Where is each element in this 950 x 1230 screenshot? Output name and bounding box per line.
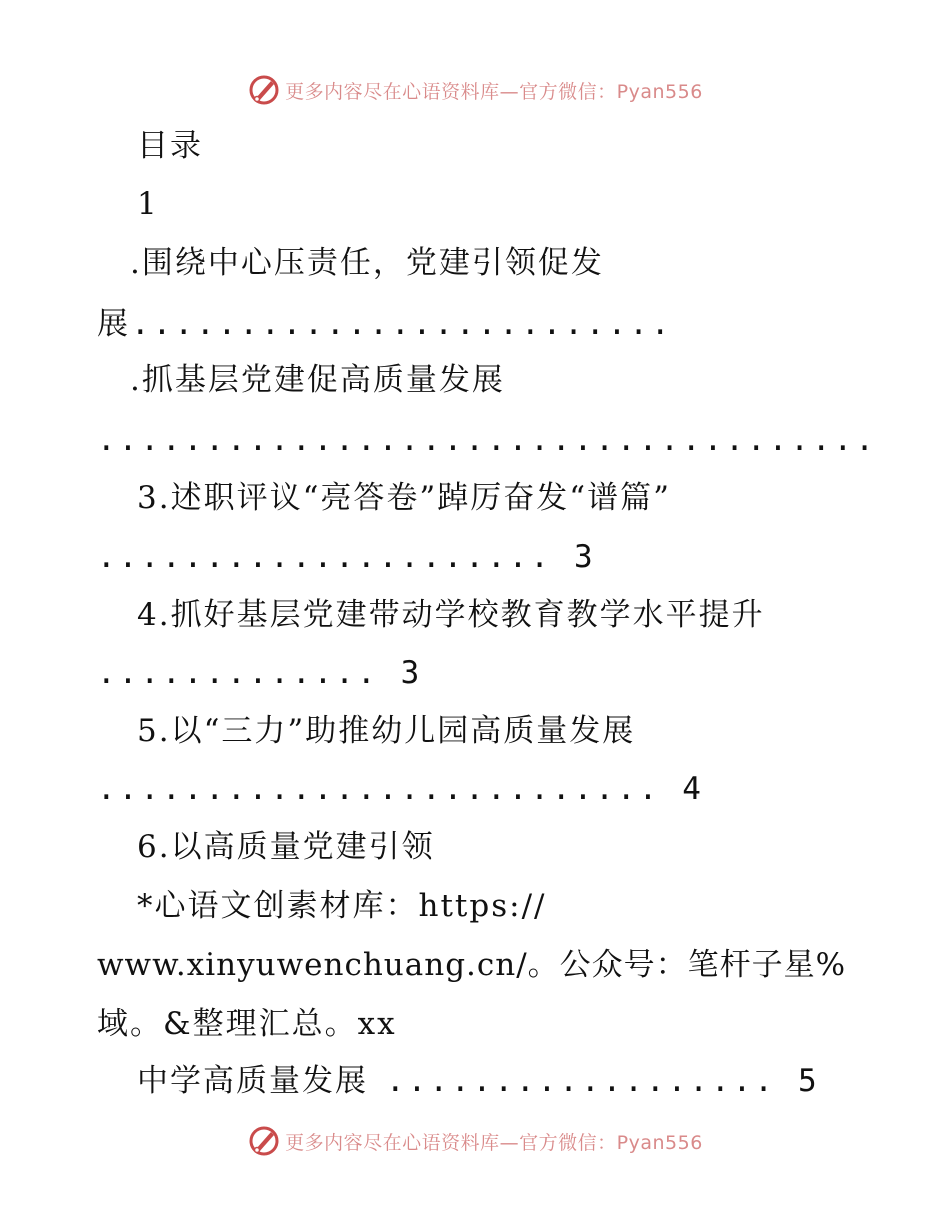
toc-item-6-page: 5	[797, 1063, 819, 1099]
toc-number-1: 1	[137, 186, 159, 222]
toc-item-4-dots: .............	[97, 655, 379, 691]
toc-item-6-line-2	[137, 1061, 819, 1101]
toc-item-4-leader	[97, 653, 421, 693]
toc-title: 目录	[137, 128, 203, 164]
watermark-text: 更多内容尽在心语资料库—官方微信：Pyan556	[285, 80, 703, 103]
toc-item-2-dots: ....................................	[97, 422, 877, 458]
toc-item-1-line-2: 展.........................	[97, 306, 673, 342]
toc-item-5-dots: ..........................	[97, 771, 661, 807]
pen-logo-icon	[247, 1124, 281, 1158]
toc-item-3-dots: .....................	[97, 539, 552, 575]
toc-item-3-leader	[97, 537, 595, 577]
toc-item-3-line-1: 3.述职评议“亮答卷”踔厉奋发“谱篇”	[137, 480, 671, 516]
pen-logo-icon	[247, 73, 281, 107]
toc-item-6-dots: ..................	[386, 1063, 776, 1099]
toc-item-6-title: 中学高质量发展	[137, 1063, 368, 1099]
toc-item-3-page: 3	[573, 539, 595, 575]
toc-item-5-line-1: 5.以“三力”助推幼儿园高质量发展	[137, 713, 636, 749]
header-watermark	[0, 70, 950, 110]
ad-line-2: www.xinyuwenchuang.cn/。公众号：笔杆子星%	[97, 947, 847, 983]
toc-item-6-line-1: 6.以高质量党建引领	[137, 829, 435, 865]
toc-item-4-page: 3	[400, 655, 422, 691]
ad-line-3: 域。&整理汇总。xx	[97, 1006, 397, 1042]
toc-item-5-leader	[97, 769, 703, 809]
watermark-text: 更多内容尽在心语资料库—官方微信：Pyan556	[285, 1131, 703, 1154]
toc-item-4-line-1: 4.抓好基层党建带动学校教育教学水平提升	[137, 597, 765, 633]
footer-watermark	[0, 1121, 950, 1161]
ad-line-1: *心语文创素材库：https://	[137, 888, 547, 924]
toc-item-2-line-1: .抓基层党建促高质量发展	[130, 362, 505, 398]
toc-item-1-line-1: .围绕中心压责任，党建引领促发	[130, 245, 604, 281]
toc-item-5-page: 4	[682, 771, 703, 807]
